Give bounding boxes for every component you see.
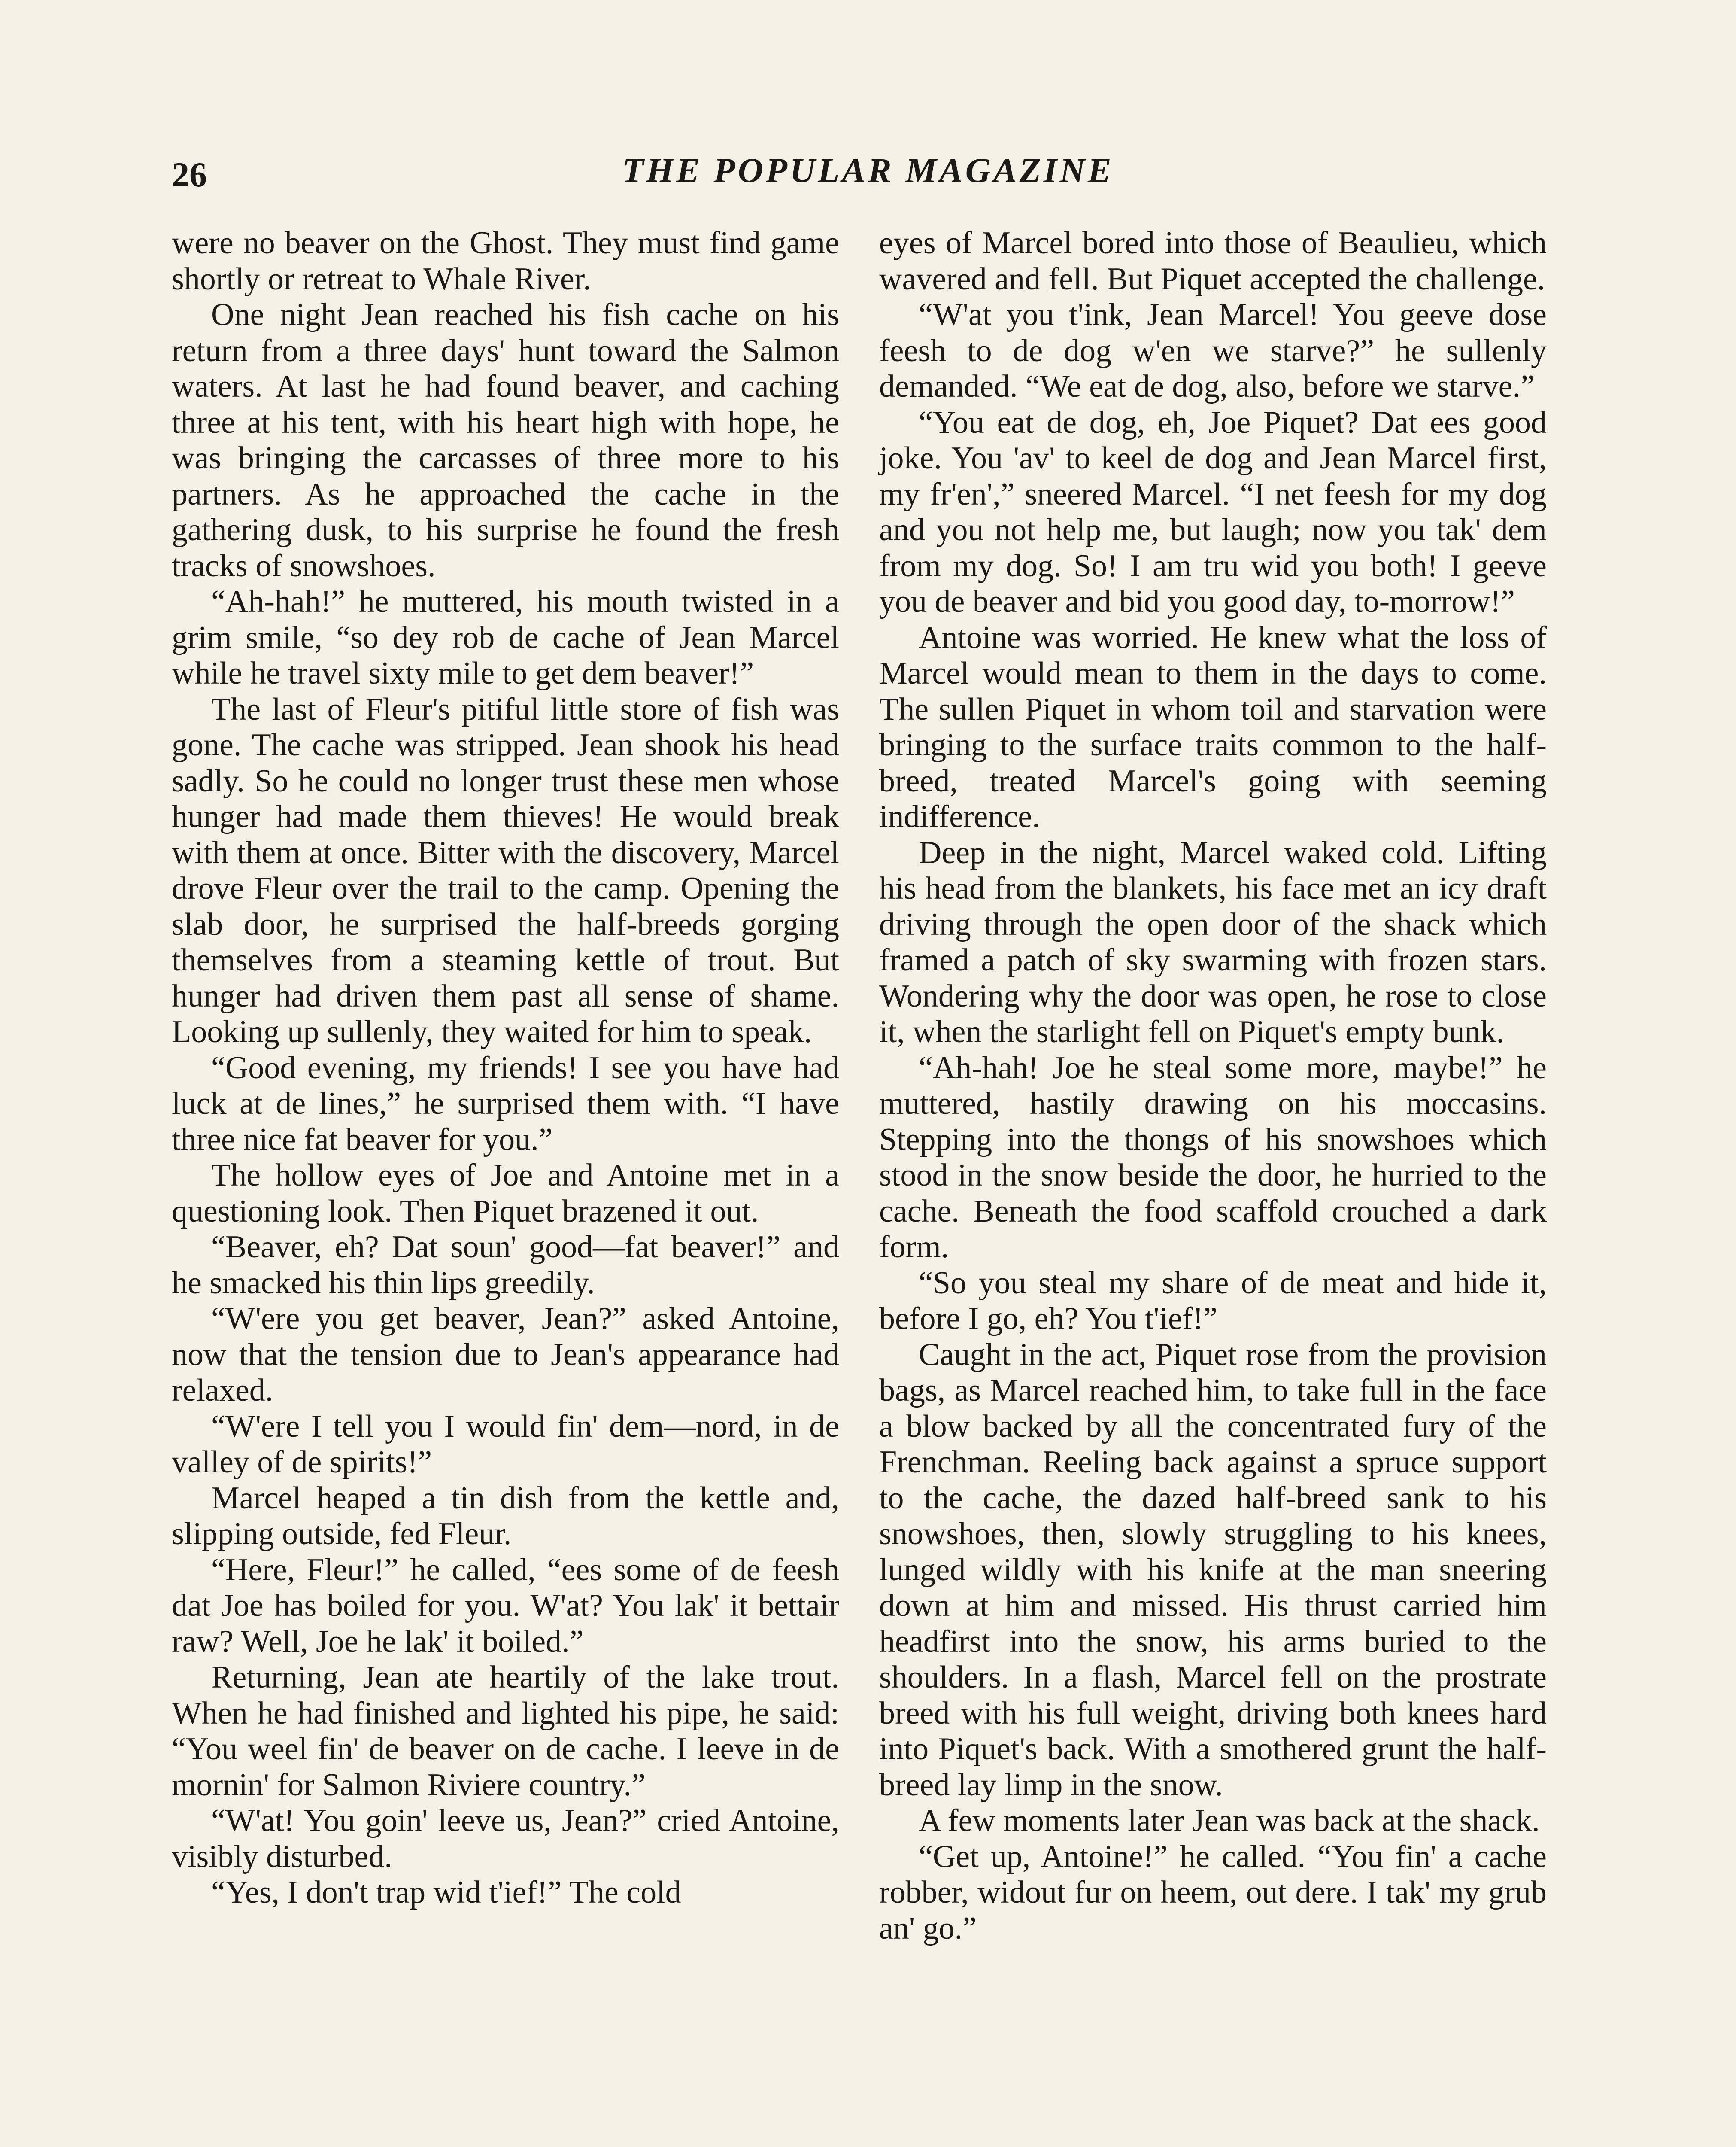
paragraph: The last of Fleur's pitiful little store of fish was gone. The cache was stripped. Jean shook his head sadly. So he could no longer trust these men whose hunger had made them thieves! He would break with them at once. Bitter with the discovery, Marcel drove Fleur over the trail to the camp. Opening the slab door, he surprised the half-breeds gorging themselves from a steaming kettle of trout. But hunger had driven them past all sense of shame. Looking up sullenly, they waited for him to speak.	[172, 691, 839, 1049]
paragraph: “W'at! You goin' leeve us, Jean?” cried Antoine, visibly disturbed.	[172, 1803, 839, 1874]
paragraph: “Ah-hah! Joe he steal some more, maybe!” he muttered, hastily drawing on his moccasins. Stepping into the thongs of his snowshoes which stood in the snow beside the door, he hurried to the cache. Beneath the food scaffold crouched a dark form.	[879, 1050, 1547, 1265]
paragraph: Deep in the night, Marcel waked cold. Lifting his head from the blankets, his face met an icy draft driving through the open door of the shack which framed a patch of sky swarming with frozen stars. Wondering why the door was open, he rose to close it, when the starlight fell on Piquet's empty bunk.	[879, 835, 1547, 1049]
paragraph: “Good evening, my friends! I see you have had luck at de lines,” he surprised them with. “I have three nice fat beaver for you.”	[172, 1050, 839, 1157]
paragraph: eyes of Marcel bored into those of Beaulieu, which wavered and fell. But Piquet accepted the challenge.	[879, 225, 1547, 297]
paragraph: “You eat de dog, eh, Joe Piquet? Dat ees good joke. You 'av' to keel de dog and Jean Marcel first, my fr'en',” sneered Marcel. “I net feesh for my dog and you not help me, but laugh; now you tak' dem from my dog. So! I am tru wid you both! I geeve you de beaver and bid you good day, to-morrow!”	[879, 404, 1547, 619]
right-column	[879, 225, 1547, 1946]
paragraph: “Ah-hah!” he muttered, his mouth twisted in a grim smile, “so dey rob de cache of Jean Marcel while he travel sixty mile to get dem beaver!”	[172, 584, 839, 691]
paragraph: Returning, Jean ate heartily of the lake trout. When he had finished and lighted his pipe, he said: “You weel fin' de beaver on de cache. I leeve in de mornin' for Salmon Riviere country.”	[172, 1660, 839, 1803]
left-column	[172, 225, 839, 1911]
paragraph: Antoine was worried. He knew what the loss of Marcel would mean to them in the days to come. The sullen Piquet in whom toil and starvation were bringing to the surface traits common to the half-breed, treated Marcel's going with seeming indifference.	[879, 620, 1547, 834]
paragraph: “W'ere I tell you I would fin' dem—nord, in de valley of de spirits!”	[172, 1408, 839, 1480]
paragraph: were no beaver on the Ghost. They must find game shortly or retreat to Whale River.	[172, 225, 839, 297]
paragraph: “W'at you t'ink, Jean Marcel! You geeve dose feesh to de dog w'en we starve?” he sullenly demanded. “We eat de dog, also, before we starve.”	[879, 297, 1547, 404]
paragraph: The hollow eyes of Joe and Antoine met in a questioning look. Then Piquet brazened it out.	[172, 1158, 839, 1229]
running-head: THE POPULAR MAGAZINE	[622, 151, 1114, 190]
paragraph: “So you steal my share of de meat and hide it, before I go, eh? You t'ief!”	[879, 1265, 1547, 1336]
paragraph: One night Jean reached his fish cache on his return from a three days' hunt toward the Salmon waters. At last he had found beaver, and caching three at his tent, with his heart high with hope, he was bringing the carcasses of three more to his partners. As he approached the cache in the gathering dusk, to his surprise he found the fresh tracks of snowshoes.	[172, 297, 839, 584]
page-number: 26	[172, 155, 207, 194]
paragraph: “W'ere you get beaver, Jean?” asked Antoine, now that the tension due to Jean's appearance had relaxed.	[172, 1301, 839, 1408]
paragraph: “Here, Fleur!” he called, “ees some of de feesh dat Joe has boiled for you. W'at? You lak' it bettair raw? Well, Joe he lak' it boiled.”	[172, 1552, 839, 1659]
paragraph: “Get up, Antoine!” he called. “You fin' a cache robber, widout fur on heem, out dere. I tak' my grub an' go.”	[879, 1839, 1547, 1946]
paragraph: Caught in the act, Piquet rose from the provision bags, as Marcel reached him, to take full in the face a blow backed by all the concentrated fury of the Frenchman. Reeling back against a spruce support to the cache, the dazed half-breed sank to his snowshoes, then, slowly struggling to his knees, lunged wildly with his knife at the man sneering down at him and missed. His thrust carried him headfirst into the snow, his arms buried to the shoulders. In a flash, Marcel fell on the prostrate breed with his full weight, driving both knees hard into Piquet's back. With a smothered grunt the half-breed lay limp in the snow.	[879, 1337, 1547, 1803]
paragraph: “Beaver, eh? Dat soun' good—fat beaver!” and he smacked his thin lips greedily.	[172, 1229, 839, 1301]
paragraph: “Yes, I don't trap wid t'ief!” The cold	[211, 1875, 681, 1910]
paragraph: A few moments later Jean was back at the shack.	[919, 1803, 1540, 1838]
paragraph: Marcel heaped a tin dish from the kettle and, slipping outside, fed Fleur.	[172, 1480, 839, 1551]
